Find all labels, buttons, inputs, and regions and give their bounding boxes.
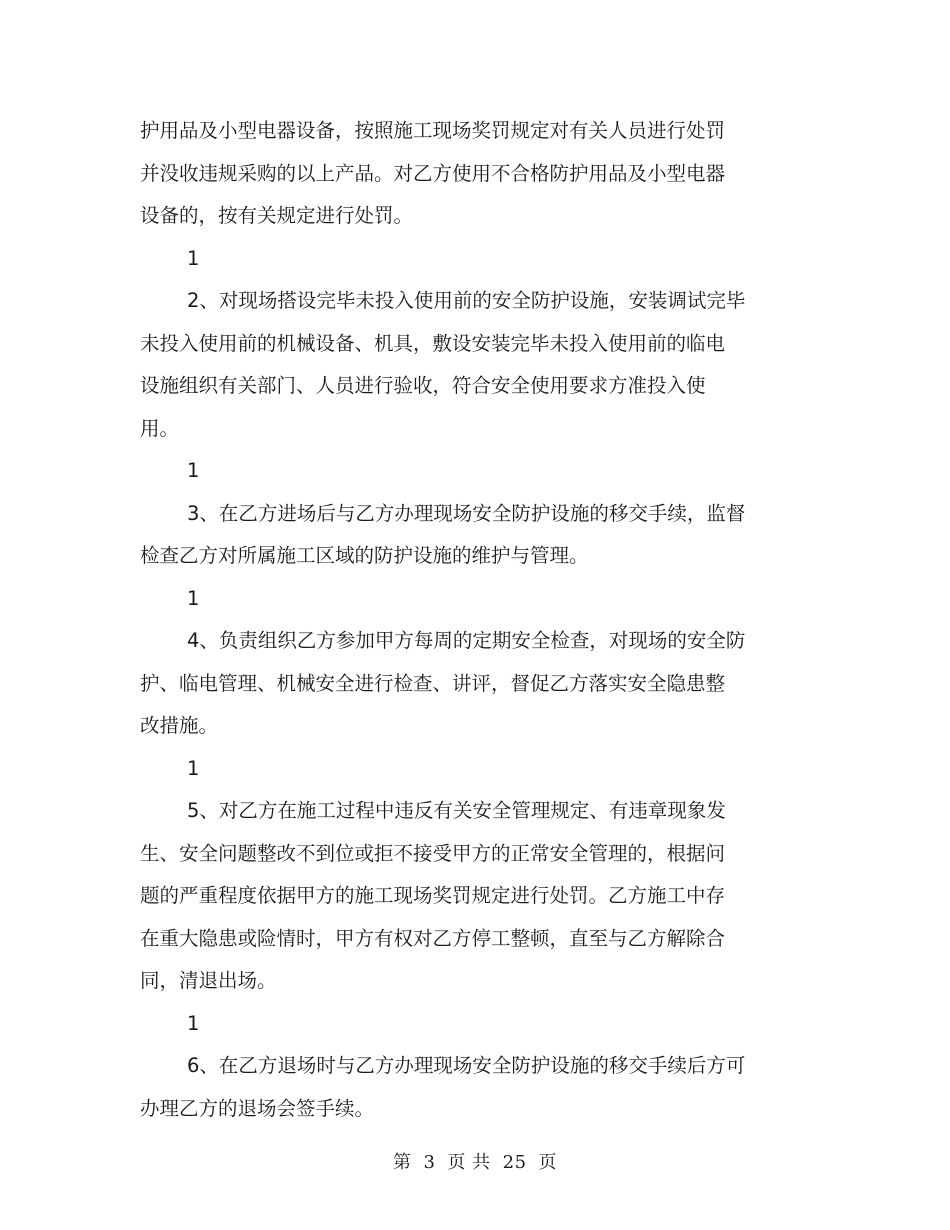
paragraph-line: 设施组织有关部门、人员进行验收，符合安全使用要求方准投入使 — [140, 374, 706, 397]
paragraph-line: 题的严重程度依据甲方的施工现场奖罚规定进行处罚。乙方施工中存 — [140, 884, 726, 907]
paragraph-line: 同，清退出场。 — [140, 969, 277, 992]
paragraph-line: 在重大隐患或险情时，甲方有权对乙方停工整顿，直至与乙方解除合 — [140, 926, 726, 950]
paragraph-line: 未投入使用前的机械设备、机具，敷设安装完毕未投入使用前的临电 — [140, 331, 726, 355]
paragraph-line: 4、负责组织乙方参加甲方每周的定期安全检查，对现场的安全防 — [187, 629, 746, 652]
paragraph-line: 设备的，按有关规定进行处罚。 — [140, 204, 414, 227]
item-marker: 1 — [187, 1011, 200, 1035]
paragraph-line: 6、在乙方退场时与乙方办理现场安全防护设施的移交手续后方可 — [187, 1054, 746, 1077]
footer-suffix: 页 — [538, 1152, 558, 1173]
paragraph-line: 并没收违规采购的以上产品。对乙方使用不合格防护用品及小型电器 — [140, 161, 726, 185]
item-marker: 1 — [187, 246, 200, 270]
paragraph-line: 改措施。 — [140, 714, 219, 737]
paragraph-line: 护、临电管理、机械安全进行检查、讲评，督促乙方落实安全隐患整 — [140, 671, 726, 695]
item-marker: 1 — [187, 586, 200, 610]
paragraph-line: 5、对乙方在施工过程中违反有关安全管理规定、有违章现象发 — [187, 799, 726, 822]
footer-prefix: 第 — [392, 1152, 412, 1173]
item-marker: 1 — [187, 459, 200, 482]
total-page-count: 25 — [502, 1152, 527, 1173]
paragraph-line: 3、在乙方进场后与乙方办理现场安全防护设施的移交手续，监督 — [187, 501, 746, 525]
paragraph-line: 护用品及小型电器设备，按照施工现场奖罚规定对有关人员进行处罚 — [140, 119, 726, 142]
page-footer — [0, 1148, 950, 1174]
paragraph-line: 2、对现场搭设完毕未投入使用前的安全防护设施，安装调试完毕 — [187, 289, 746, 312]
current-page-number: 3 — [423, 1152, 436, 1173]
paragraph-line: 用。 — [140, 416, 180, 440]
paragraph-line: 生、安全问题整改不到位或拒不接受甲方的正常安全管理的，根据问 — [140, 841, 726, 865]
document-body — [140, 110, 770, 1130]
paragraph-line: 检查乙方对所属施工区域的防护设施的维护与管理。 — [140, 544, 589, 567]
paragraph-line: 办理乙方的退场会签手续。 — [140, 1096, 375, 1120]
item-marker: 1 — [187, 756, 200, 780]
footer-middle: 页 共 — [447, 1152, 491, 1173]
